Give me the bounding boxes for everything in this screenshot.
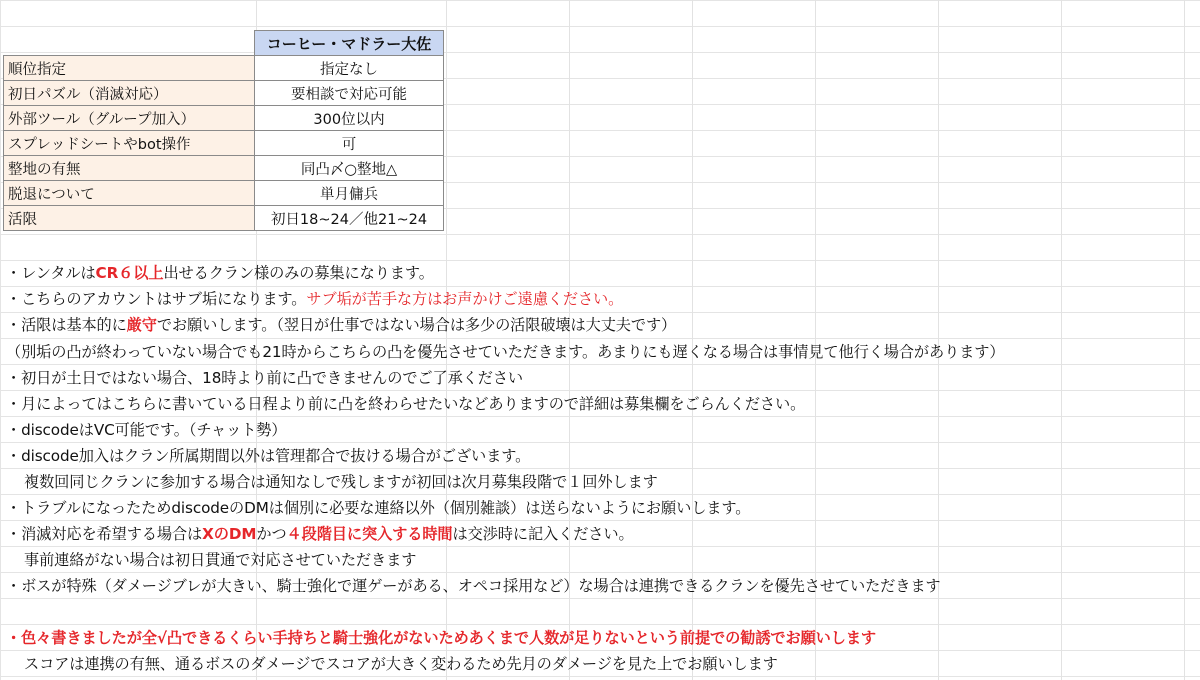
note-text: でお願いします。（翌日が仕事ではない場合は多少の活限破壊は大丈夫です） <box>156 316 677 334</box>
row-value-cell[interactable]: 指定なし <box>255 56 444 81</box>
row-label-cell[interactable]: 活限 <box>4 206 255 231</box>
table-corner-cell[interactable] <box>4 31 255 56</box>
note-emphasis: ４段階目に突入する時間 <box>286 525 453 543</box>
table-row <box>4 56 444 81</box>
column-divider <box>1184 0 1185 680</box>
note-no-contact[interactable]: 事前連絡がない場合は初日貫通で対応させていただきます <box>24 551 417 569</box>
column-divider <box>1061 0 1062 680</box>
note-text: は交渉時に記入ください。 <box>452 525 634 543</box>
note-text: ・こちらのアカウントはサブ垢になります。 <box>6 290 307 308</box>
note-emphasis: XのDM <box>202 525 257 543</box>
note-emphasis: 厳守 <box>126 316 157 334</box>
table-row <box>4 106 444 131</box>
note-discord-join[interactable]: ・discode加入はクラン所属期間以外は管理都合で抜ける場合がございます。 <box>6 447 531 465</box>
note-sub-account[interactable] <box>6 286 623 312</box>
table-row <box>4 131 444 156</box>
row-value-cell[interactable]: 可 <box>255 131 444 156</box>
note-text: ・消滅対応を希望する場合は <box>6 525 203 543</box>
row-label-cell[interactable]: 外部ツール（グループ加入） <box>4 106 255 131</box>
note-active-hours[interactable] <box>6 312 676 338</box>
row-value-cell[interactable]: 同凸〆○整地△ <box>255 156 444 181</box>
table-row <box>4 156 444 181</box>
row-value-cell[interactable]: 単月傭兵 <box>255 181 444 206</box>
note-schedule[interactable]: ・月によってはこちらに書いている日程より前に凸を終わらせたいなどありますので詳細は募集欄をごらんください。 <box>6 395 806 413</box>
note-text: かつ <box>256 525 287 543</box>
table-row <box>4 81 444 106</box>
table-header-row <box>4 31 444 56</box>
row-label-cell[interactable]: スプレッドシートやbot操作 <box>4 131 255 156</box>
table-header-cell[interactable]: コーヒー・マドラー大佐 <box>255 31 444 56</box>
table-row <box>4 181 444 206</box>
note-text: ・レンタルは <box>6 264 96 282</box>
note-special-boss[interactable]: ・ボスが特殊（ダメージブレが大きい、騎士強化で運ゲーがある、オペコ採用など）な場合は連携できるクランを優先させていただきます <box>6 577 941 595</box>
recruitment-info-table <box>3 30 444 231</box>
note-discord-dm[interactable]: ・トラブルになったためdiscodeのDMは個別に必要な連絡以外（個別雑談）は送らないようにお願いします。 <box>6 499 751 517</box>
table-row <box>4 206 444 231</box>
note-first-day[interactable]: ・初日が土日ではない場合、18時より前に凸できませんのでご了承ください <box>6 369 524 387</box>
note-disclaimer[interactable]: ・色々書きましたが全√凸できるくらい手持ちと騎士強化がないためあくまで人数が足りないという前提での勧誘でお願いします <box>6 629 877 647</box>
row-value-cell[interactable]: 初日18~24／他21~24 <box>255 206 444 231</box>
note-other-account[interactable]: （別垢の凸が終わっていない場合でも21時からこちらの凸を優先させていただきます。あまりにも遅くなる場合は事情見て他行く場合があります） <box>6 343 1005 361</box>
row-label-cell[interactable]: 順位指定 <box>4 56 255 81</box>
note-discord-vc[interactable]: ・discodeはVC可能です。（チャット勢） <box>6 421 287 439</box>
note-rental-requirement[interactable] <box>6 260 434 286</box>
note-text: ・活限は基本的に <box>6 316 127 334</box>
row-label-cell[interactable]: 脱退について <box>4 181 255 206</box>
note-text: 出せるクラン様のみの募集になります。 <box>163 264 434 282</box>
row-value-cell[interactable]: 要相談で対応可能 <box>255 81 444 106</box>
note-emphasis: サブ垢が苦手な方はお声かけご遠慮ください。 <box>306 290 624 308</box>
note-puzzle-request[interactable] <box>6 521 634 547</box>
note-emphasis: CR６以上 <box>95 264 164 282</box>
row-value-cell[interactable]: 300位以内 <box>255 106 444 131</box>
row-label-cell[interactable]: 初日パズル（消滅対応） <box>4 81 255 106</box>
note-score[interactable]: スコアは連携の有無、通るボスのダメージでスコアが大きく変わるため先月のダメージを見た上でお願いします <box>24 655 778 673</box>
row-label-cell[interactable]: 整地の有無 <box>4 156 255 181</box>
note-repeat-join[interactable]: 複数回同じクランに参加する場合は通知なしで残しますが初回は次月募集段階で１回外します <box>24 473 658 491</box>
